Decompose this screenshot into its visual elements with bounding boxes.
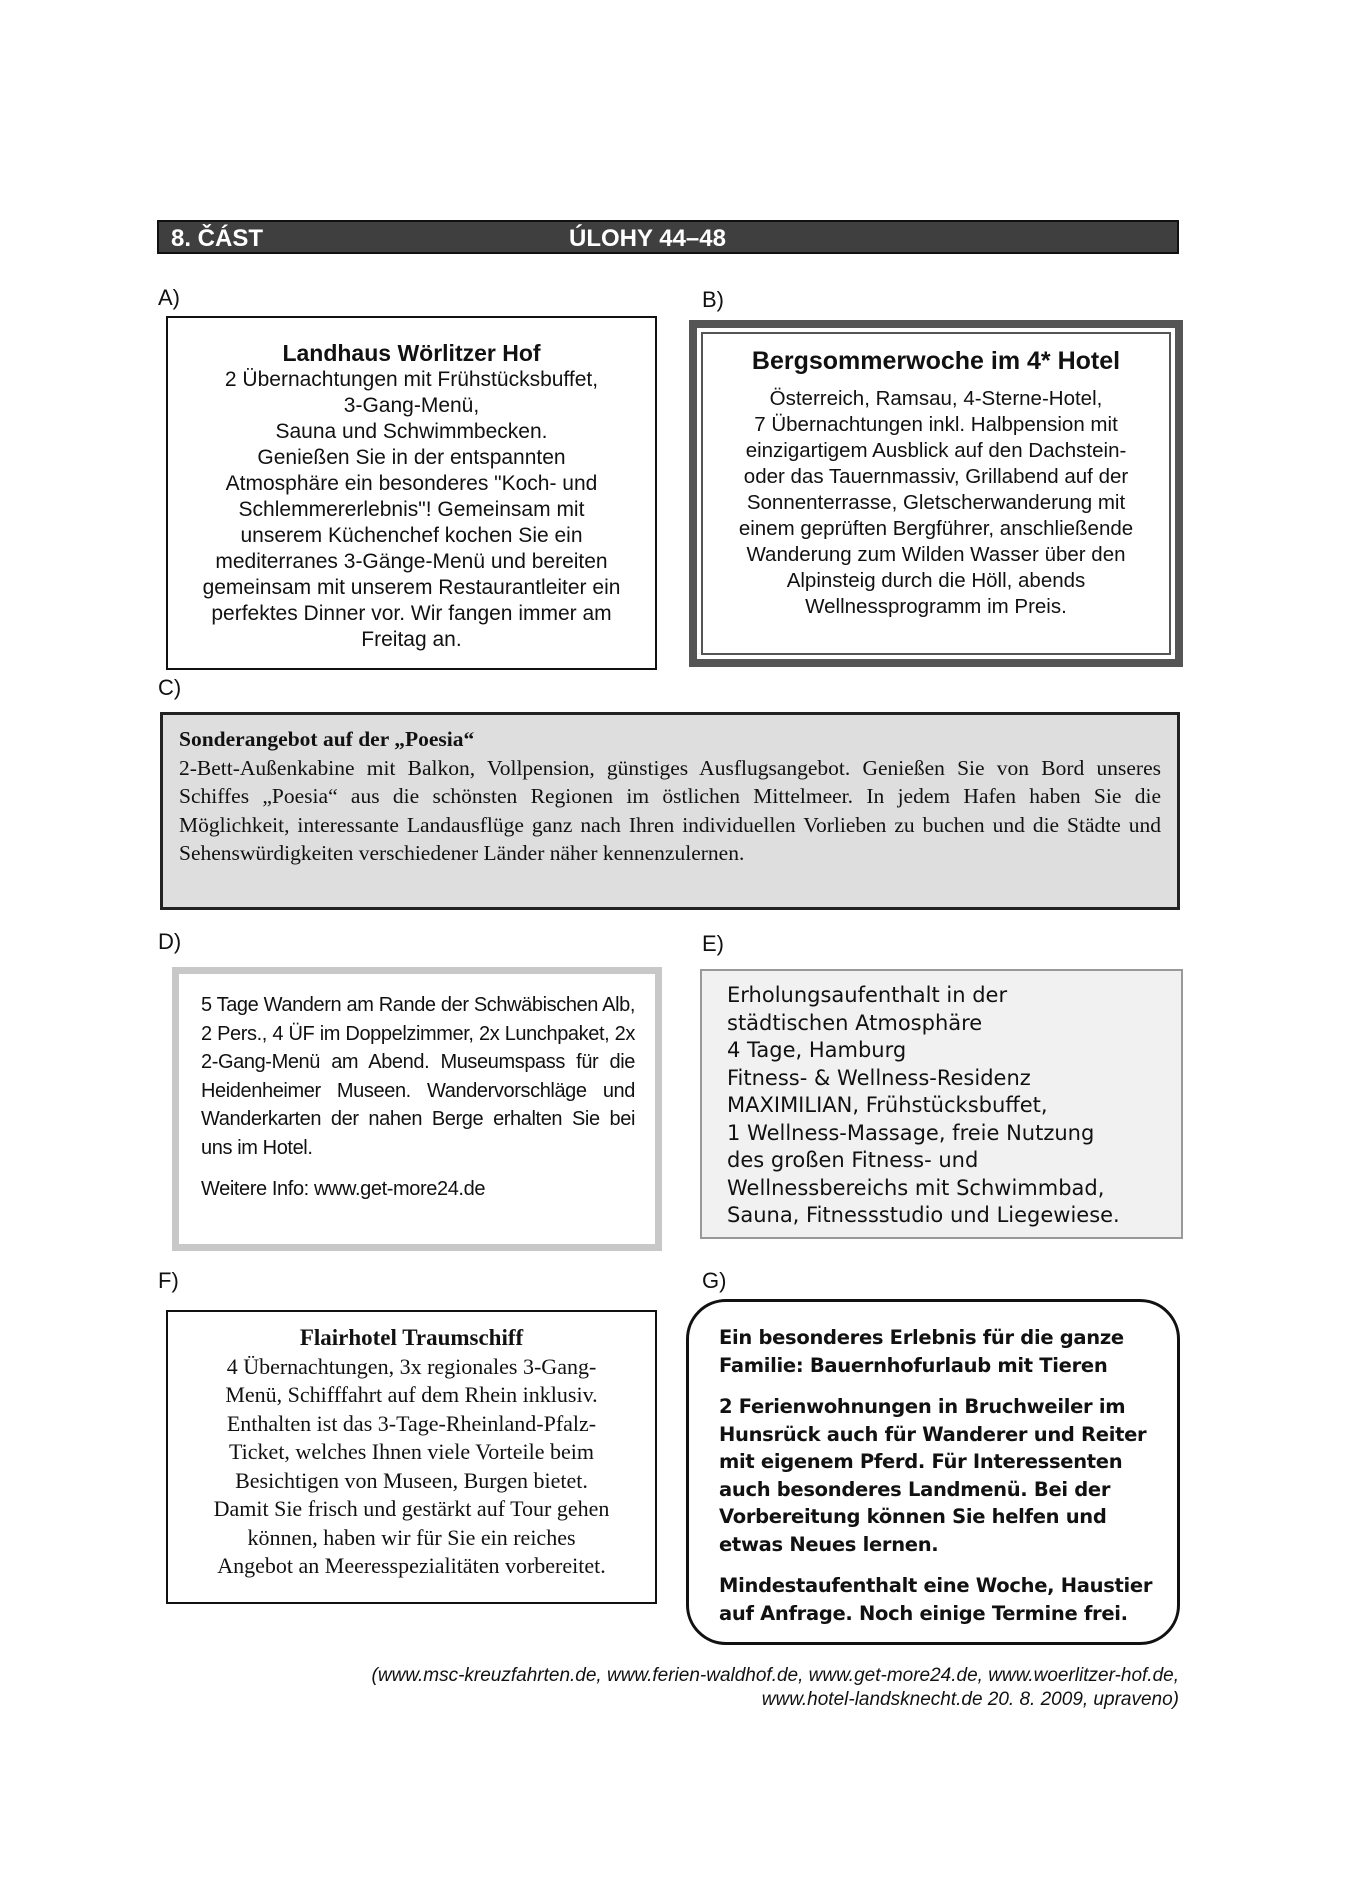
ad-e-line: 4 Tage, Hamburg xyxy=(727,1038,907,1062)
ad-f-line: Angebot an Meeresspezialitäten vorbereitet. xyxy=(217,1553,606,1578)
ad-f-line: Enthalten ist das 3-Tage-Rheinland-Pfalz- xyxy=(226,1410,597,1436)
ad-b-line: Alpinsteig durch die Höll, abends xyxy=(786,569,1086,592)
ad-b-line: Österreich, Ramsau, 4-Sterne-Hotel, xyxy=(769,387,1103,410)
ad-b-line: oder das Tauernmassiv, Grillabend auf der xyxy=(743,465,1129,488)
ad-a-line: unserem Küchenchef kochen Sie ein xyxy=(240,524,583,547)
ad-e-line: 1 Wellness-Massage, freie Nutzung xyxy=(727,1120,1095,1145)
ad-b-line: 7 Übernachtungen inkl. Halbpension mit xyxy=(754,413,1118,436)
ad-a-line: mediterranes 3-Gänge-Menü und bereiten xyxy=(215,550,608,573)
sources-line-1: (www.msc-kreuzfahrten.de, www.ferien-waldhof.de, www.get-more24.de, www.woerlitzer-hof.de, xyxy=(371,1665,1179,1686)
ad-a-line: 3-Gang-Menü, xyxy=(343,394,480,417)
ad-g-intro: Ein besonderes Erlebnis für die ganze Familie: Bauernhofurlaub mit Tieren xyxy=(719,1326,1124,1377)
label-e: E) xyxy=(702,931,724,956)
ad-f-line: Besichtigen von Museen, Burgen bietet. xyxy=(235,1467,588,1493)
ad-f-line: 4 Übernachtungen, 3x regionales 3-Gang- xyxy=(226,1353,597,1379)
ad-d-more-info: Weitere Info: www.get-more24.de xyxy=(201,1178,486,1200)
ad-f-line: Menü, Schifffahrt auf dem Rhein inklusiv. xyxy=(225,1382,598,1407)
label-d: D) xyxy=(158,929,182,954)
ad-a-title: Landhaus Wörlitzer Hof xyxy=(282,340,541,366)
ad-b xyxy=(689,320,1183,667)
ad-e-line: städtischen Atmosphäre xyxy=(727,1010,983,1035)
ad-c xyxy=(160,712,1180,910)
label-b: B) xyxy=(702,287,724,312)
ad-a-line: Schlemmererlebnis"! Gemeinsam mit xyxy=(238,498,585,521)
ad-f xyxy=(166,1310,657,1604)
ad-c-text: 2-Bett-Außenkabine mit Balkon, Vollpension, günstiges Ausflugsangebot. Genießen Sie von Bord unseres Schiffes „Poesia“ aus die schönsten Regionen im östlichen Mittelmeer. In jedem Hafen haben Sie die Möglichkeit, interessante Landausflüge ganz nach Ihren individuellen Vorlieben zu buchen und die Städte und Sehenswürdigkeiten verschiedener Länder näher kennenzulernen. xyxy=(179,755,1161,865)
tasks-title: ÚLOHY 44–48 xyxy=(569,225,726,252)
ad-d xyxy=(172,967,662,1251)
ad-b-line: Wellnessprogramm im Preis. xyxy=(805,595,1067,618)
label-c: C) xyxy=(158,675,182,700)
ad-e-line: Erholungsaufenthalt in der xyxy=(727,983,1008,1007)
ad-g-terms: Mindestaufenthalt eine Woche, Haustier auf Anfrage. Noch einige Termine frei. xyxy=(719,1574,1153,1625)
ad-e-line: des großen Fitness- und xyxy=(727,1148,979,1172)
ad-f-title: Flairhotel Traumschiff xyxy=(299,1325,524,1350)
ad-e-line: MAXIMILIAN, Frühstücksbuffet, xyxy=(727,1093,1048,1117)
ad-a-line: gemeinsam mit unserem Restaurantleiter ein xyxy=(202,576,621,599)
section-header xyxy=(157,220,1179,254)
ad-b-line: einem geprüften Bergführer, anschließende xyxy=(738,517,1134,540)
ad-f-line: können, haben wir für Sie ein reiches xyxy=(247,1524,576,1550)
sources-line-2: www.hotel-landsknecht.de 20. 8. 2009, upraveno) xyxy=(761,1689,1179,1710)
ad-g xyxy=(686,1299,1180,1645)
ad-c-title: Sonderangebot auf der „Poesia“ xyxy=(179,727,475,751)
ad-f-line: Ticket, welches Ihnen viele Vorteile beim xyxy=(229,1439,594,1464)
label-a: A) xyxy=(158,285,180,310)
ad-e xyxy=(700,969,1183,1239)
sources-note xyxy=(372,1664,1179,1712)
label-f: F) xyxy=(158,1268,179,1293)
ad-e-line: Sauna, Fitnessstudio und Liegewiese. xyxy=(727,1203,1120,1227)
ad-a-line: Sauna und Schwimmbecken. xyxy=(275,420,548,443)
ad-b-line: einzigartigem Ausblick auf den Dachstein- xyxy=(745,439,1127,462)
ad-b-line: Sonnenterrasse, Gletscherwanderung mit xyxy=(746,491,1126,514)
ad-f-line: Damit Sie frisch und gestärkt auf Tour gehen xyxy=(213,1496,610,1521)
ad-b-title: Bergsommerwoche im 4* Hotel xyxy=(751,347,1121,375)
ad-b-line: Wanderung zum Wilden Wasser über den xyxy=(746,543,1126,566)
ad-a-line: perfektes Dinner vor. Wir fangen immer am xyxy=(211,602,612,625)
ad-d-text: 5 Tage Wandern am Rande der Schwäbischen Alb, 2 Pers., 4 ÜF im Doppelzimmer, 2x Lunchpaket, 2x 2-Gang-Menü am Abend. Museumspass für die Heidenheimer Museen. Wandervorschläge und Wanderkarten der nahen Berge erhalten Sie bei uns im Hotel. xyxy=(201,994,635,1159)
part-title: 8. ČÁST xyxy=(171,225,264,252)
ad-e-line: Fitness- & Wellness-Residenz xyxy=(727,1065,1031,1090)
ad-g-details: 2 Ferienwohnungen in Bruchweiler im Hunsrück auch für Wanderer und Reiter mit eigenem Pferd. Für Interessenten auch besonderes Landmenü. Bei der Vorbereitung können Sie helfen und etwas Neues lernen. xyxy=(719,1395,1147,1556)
ad-a xyxy=(166,316,657,670)
ad-a-line: Atmosphäre ein besonderes "Koch- und xyxy=(225,472,598,495)
ad-a-line: 2 Übernachtungen mit Frühstücksbuffet, xyxy=(224,368,599,391)
ad-e-line: Wellnessbereichs mit Schwimmbad, xyxy=(727,1175,1105,1200)
ad-a-line: Genießen Sie in der entspannten xyxy=(257,446,566,469)
ad-a-line: Freitag an. xyxy=(361,628,462,651)
label-g: G) xyxy=(702,1268,727,1293)
